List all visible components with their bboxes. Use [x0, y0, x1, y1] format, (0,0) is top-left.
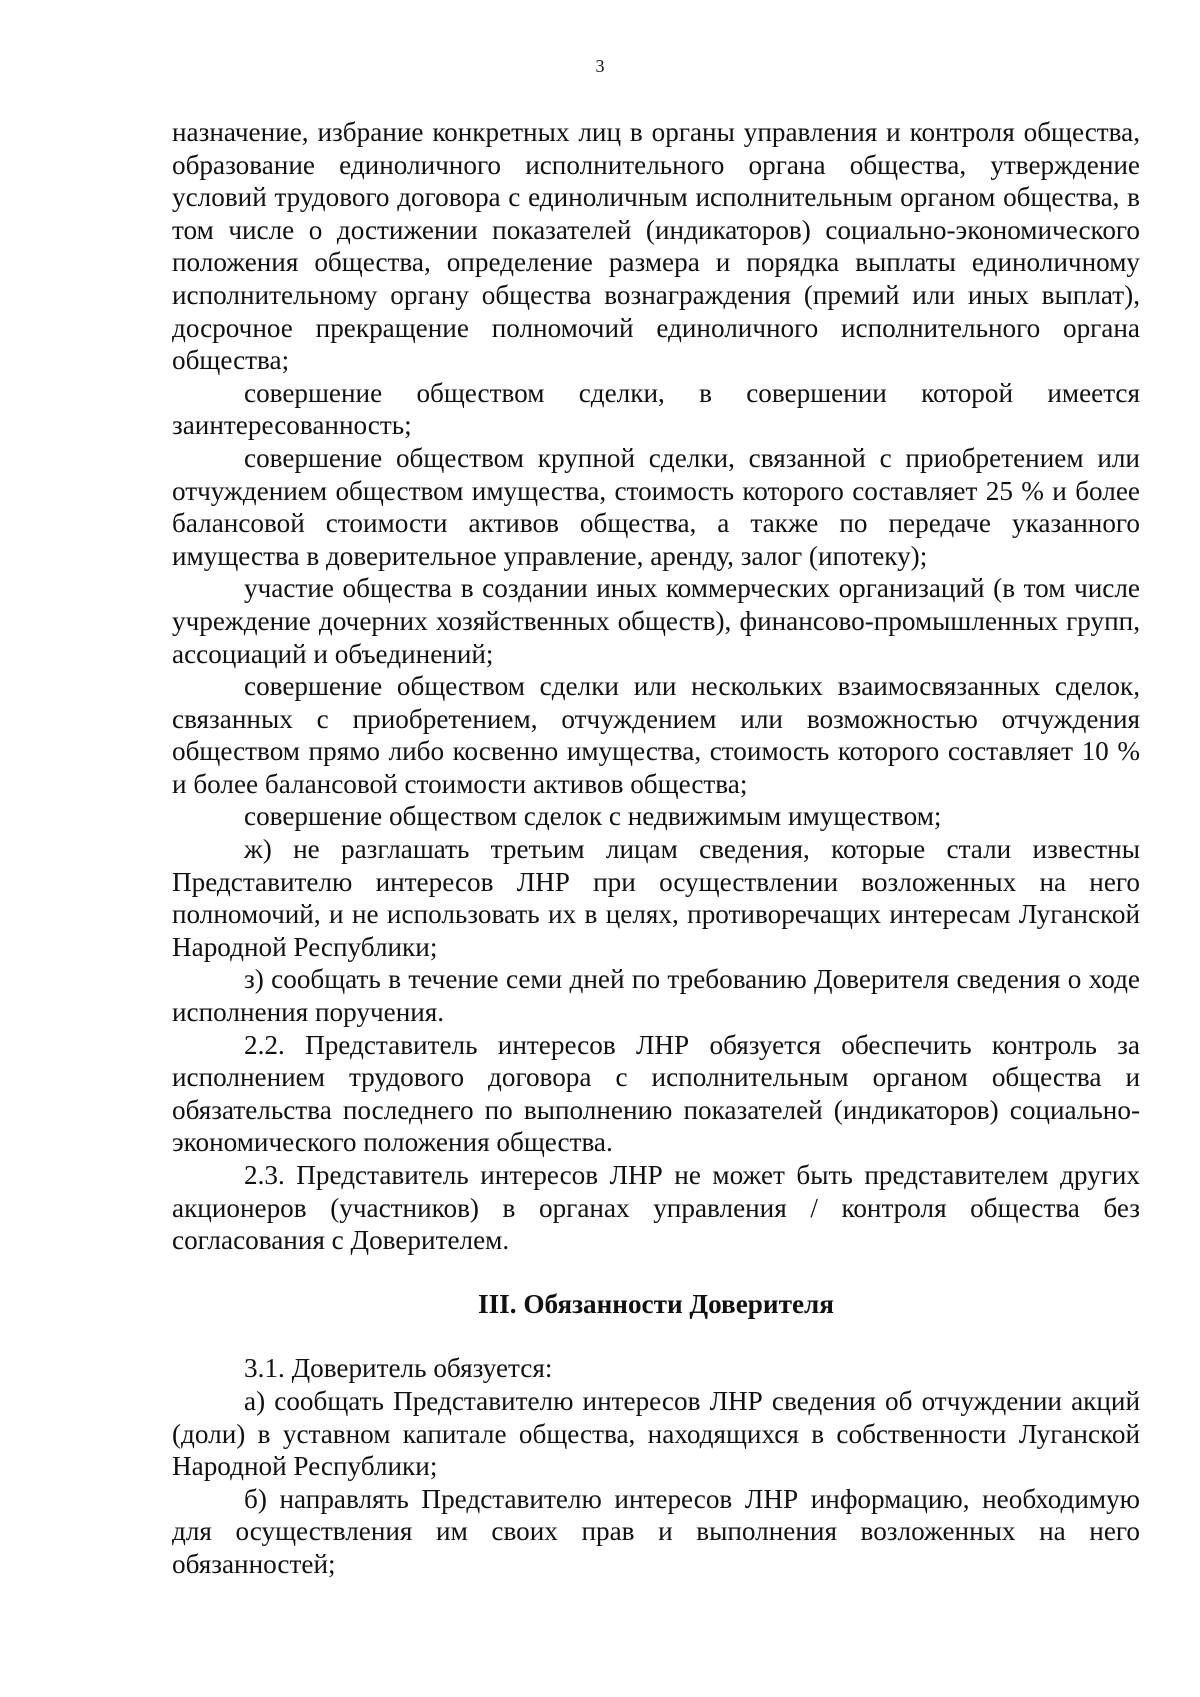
paragraph-appointment-management-bodies: назначение, избрание конкретных лиц в органы управления и контроля общества, образование единоличного исполнительного органа общества, утверждение условий трудового договора с единоличным исполнительным органом общества, в том числе о достижении показателей (индикаторов) социально-экономического положения общества, определение размера и порядка выплаты единоличному исполнительному органу общества вознаграждения (премий или иных выплат), досрочное прекращение полномочий единоличного исполнительного органа общества; — [172, 117, 1140, 376]
paragraph-interested-party-transaction: совершение обществом сделки, в совершении которой имеется заинтересованность; — [172, 377, 1140, 441]
section-heading: III. Обязанности Доверителя — [478, 1288, 834, 1319]
paragraph-real-estate-transactions: совершение обществом сделок с недвижимым имуществом; — [244, 801, 942, 832]
paragraph-clause-3-1: 3.1. Доверитель обязуется: — [244, 1353, 553, 1384]
paragraph-item-b-information: б) направлять Представителю интересов ЛНР информацию, необходимую для осуществления им своих прав и выполнения возложенных на него обязанностей; — [172, 1483, 1140, 1579]
document-body — [172, 116, 1140, 1581]
paragraph-clause-2-3: 2.3. Представитель интересов ЛНР не может быть представителем других акционеров (участников) в органах управления / контроля общества без согласования с Доверителем. — [172, 1160, 1140, 1256]
paragraph-item-zh-confidentiality: ж) не разглашать третьим лицам сведения, которые стали известны Представителю интересов ЛНР при осуществлении возложенных на него полномочий, и не использовать их в целях, противоречащих интересам Луганской Народной Республики; — [172, 834, 1140, 962]
page-number: 3 — [595, 56, 605, 76]
paragraph-related-transactions: совершение обществом сделки или нескольких взаимосвязанных сделок, связанных с приобретением, отчуждением или возможностью отчуждения обществом прямо либо косвенно имущества, стоимость которого составляет 10 % и более балансовой стоимости активов общества; — [172, 671, 1140, 799]
paragraph-item-z-reporting: з) сообщать в течение семи дней по требованию Доверителя сведения о ходе исполнения поручения. — [172, 964, 1140, 1028]
paragraph-item-a-notification: а) сообщать Представителю интересов ЛНР сведения об отчуждении акций (доли) в уставном капитале общества, находящихся в собственности Луганской Народной Республики; — [172, 1385, 1140, 1482]
paragraph-major-transaction: совершение обществом крупной сделки, связанной с приобретением или отчуждением обществом имущества, стоимость которого составляет 25 % и более балансовой стоимости активов общества, а также по передаче указанного имущества в доверительное управление, аренду, залог (ипотеку); — [172, 442, 1140, 571]
paragraph-clause-2-2: 2.2. Представитель интересов ЛНР обязуется обеспечить контроль за исполнением трудового договора с исполнительным органом общества и обязательства последнего по выполнению показателей (индикаторов) социально-экономического положения общества. — [172, 1029, 1140, 1158]
paragraph-participation-other-organizations: участие общества в создании иных коммерческих организаций (в том числе учреждение дочерних хозяйственных обществ), финансово-промышленных групп, ассоциаций и объединений; — [172, 573, 1140, 669]
